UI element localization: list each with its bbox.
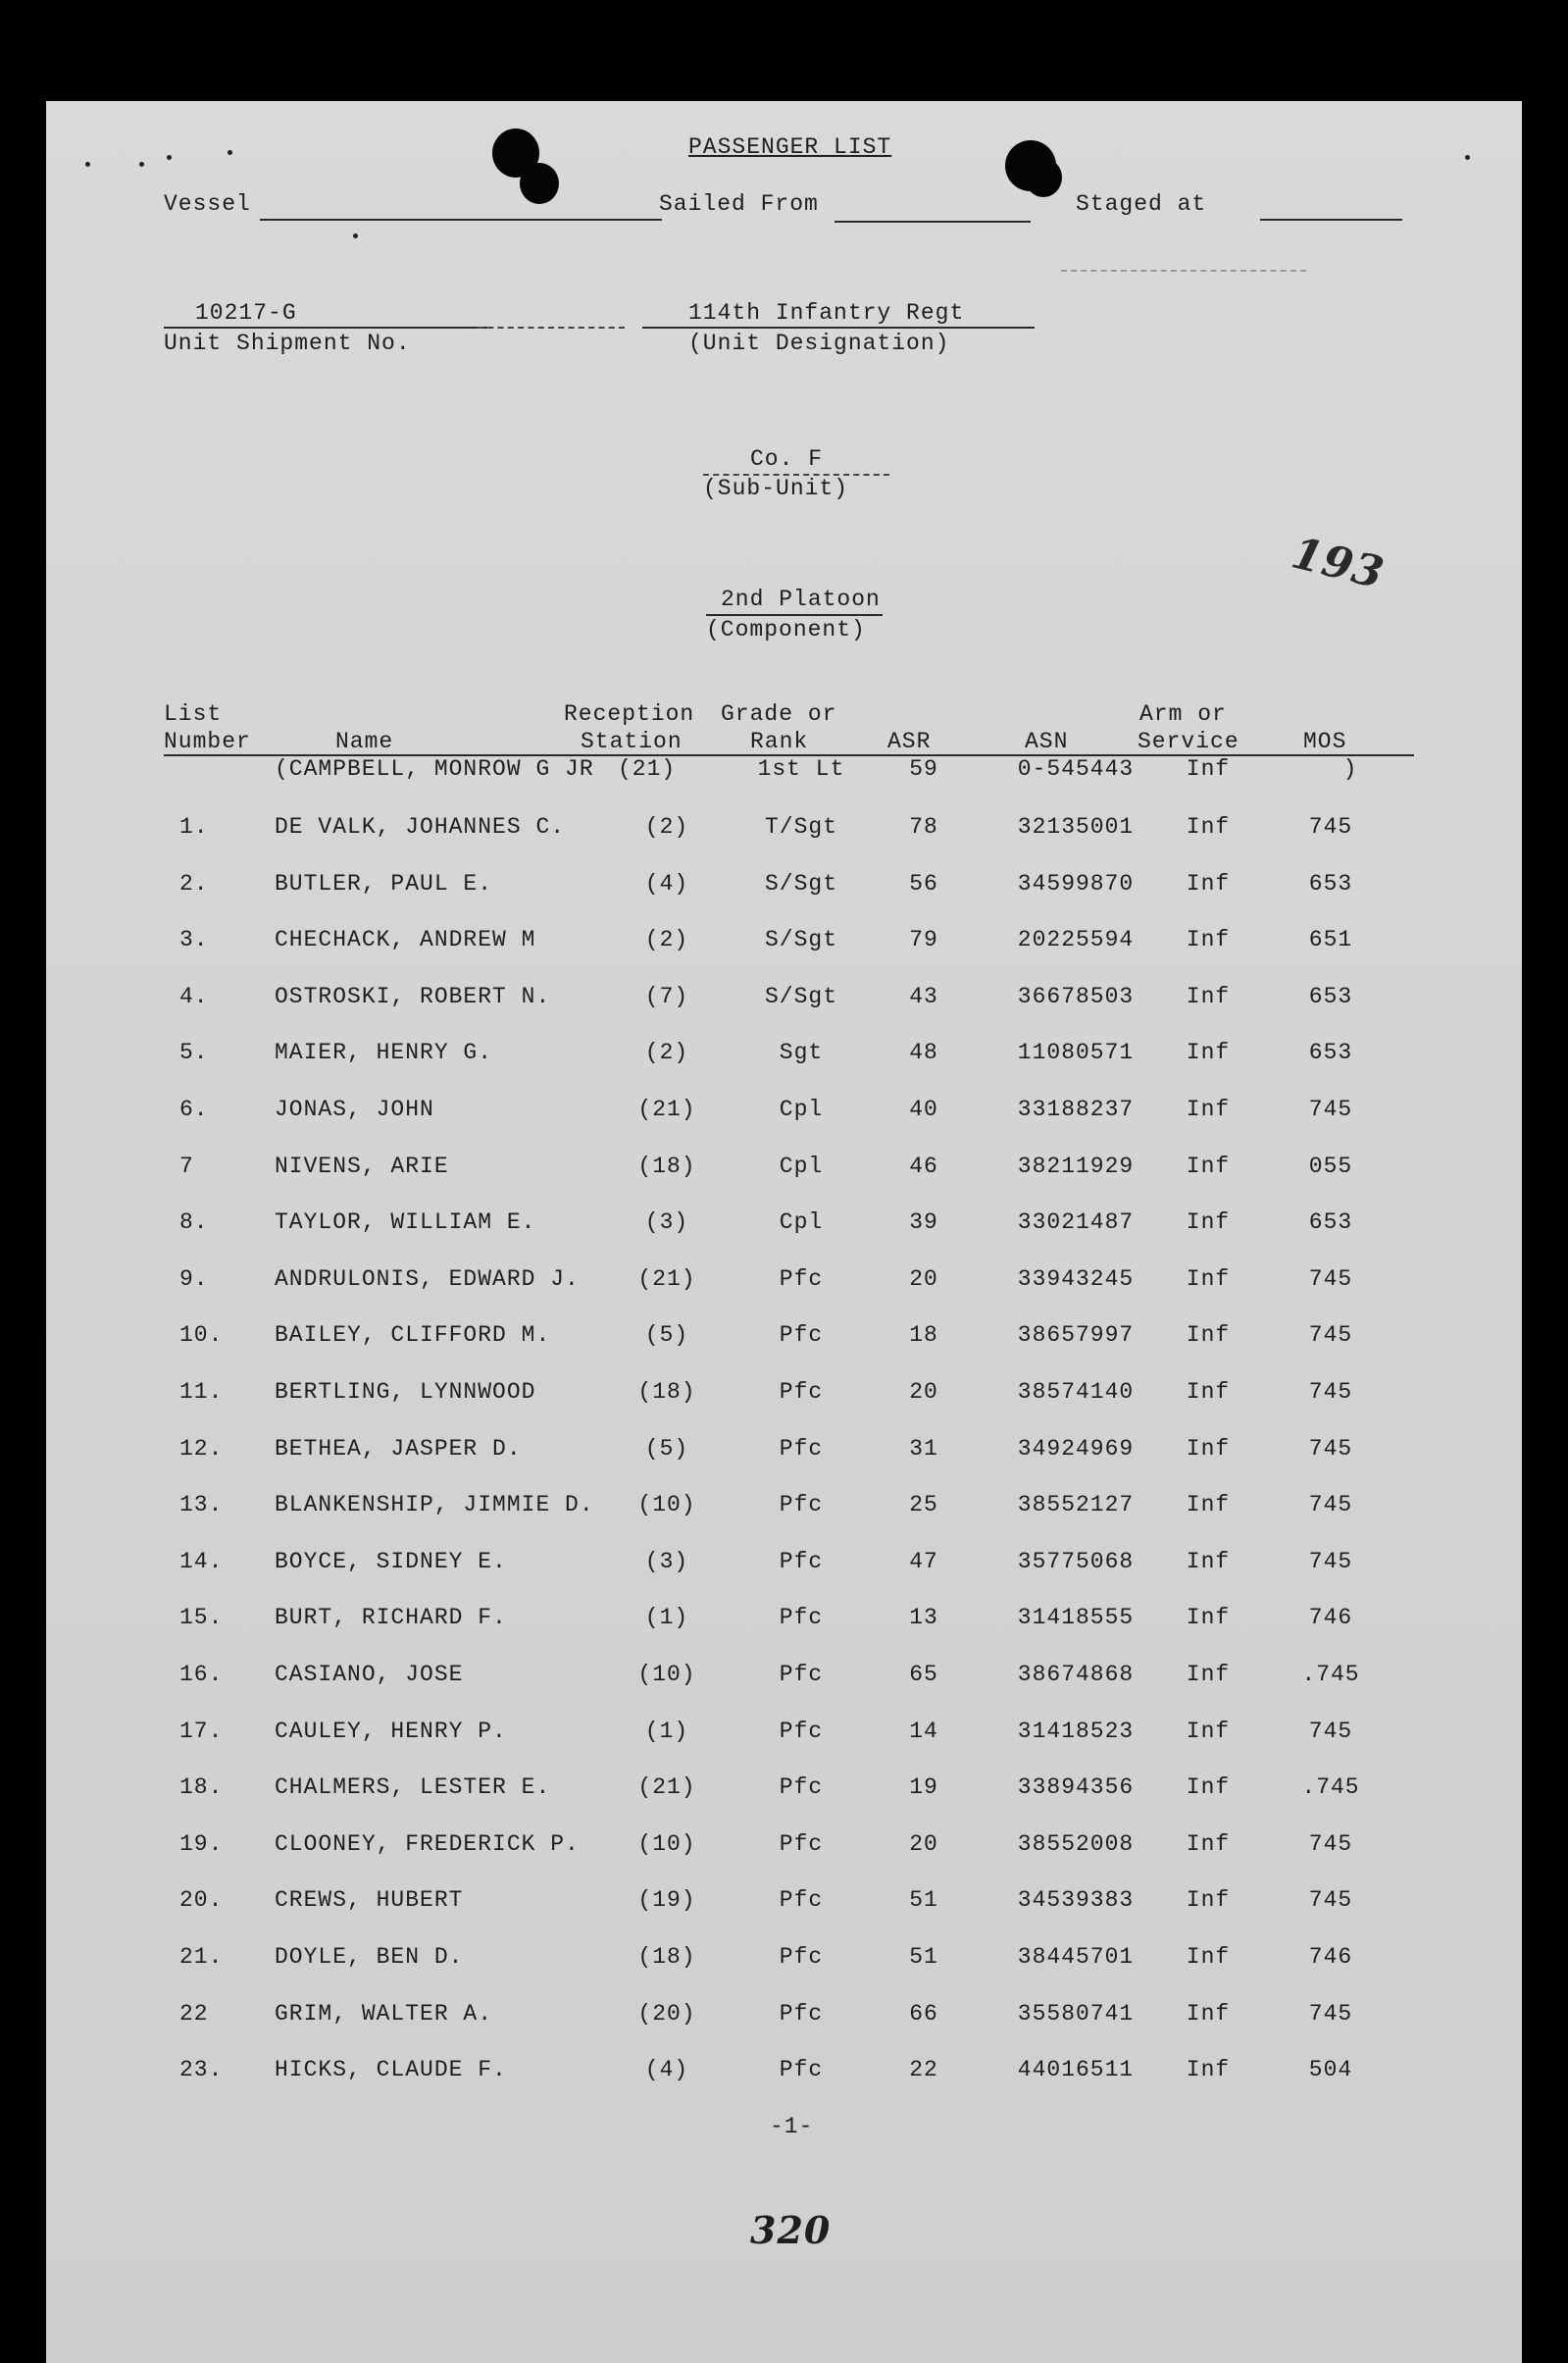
officer-name: (CAMPBELL, MONROW G JR (275, 756, 594, 782)
cell-station: (10) (637, 1662, 696, 1687)
cell-asr: 43 (909, 984, 938, 1009)
component-line (706, 614, 883, 616)
cell-mos: 745 (1308, 1887, 1353, 1913)
cell-rank: S/Sgt (764, 927, 837, 952)
component: 2nd Platoon (721, 587, 881, 612)
cell-name: DOYLE, BEN D. (275, 1944, 464, 1970)
header-mos: MOS (1303, 729, 1347, 754)
cell-station: (19) (637, 1887, 696, 1913)
table-row (46, 871, 1522, 910)
cell-station: (4) (644, 2057, 689, 2082)
officer-asr: 59 (909, 756, 938, 782)
cell-name: BOYCE, SIDNEY E. (275, 1549, 507, 1574)
handwritten-page-number: 193 (1287, 528, 1390, 599)
vessel-field-line (260, 219, 662, 221)
cell-asr: 46 (909, 1154, 938, 1179)
table-row (46, 1719, 1522, 1758)
cell-rank: Pfc (779, 2001, 824, 2027)
cell-station: (18) (637, 1154, 696, 1179)
table-row (46, 1209, 1522, 1249)
cell-mos: 745 (1308, 1436, 1353, 1462)
table-row (46, 1379, 1522, 1418)
cell-station: (10) (637, 1831, 696, 1857)
cell-rank: Sgt (779, 1040, 824, 1065)
cell-mos: 653 (1308, 871, 1353, 897)
speck (353, 233, 358, 238)
punch-hole-left-lower (520, 163, 559, 204)
cell-station: (21) (637, 1774, 696, 1800)
cell-mos: 746 (1308, 1944, 1353, 1970)
cell-asn: 38574140 (1017, 1379, 1135, 1405)
table-row (46, 1097, 1522, 1136)
cell-name: CASIANO, JOSE (275, 1662, 464, 1687)
header-arm-line1: Arm or (1139, 701, 1227, 727)
table-row (46, 1322, 1522, 1361)
cell-mos: 745 (1308, 1379, 1353, 1405)
cell-num: 11. (179, 1379, 224, 1405)
cell-arm: Inf (1186, 2057, 1231, 2082)
cell-asr: 22 (909, 2057, 938, 2082)
cell-num: 7 (179, 1154, 194, 1179)
unit-shipment-line (164, 327, 487, 329)
cell-num: 14. (179, 1549, 224, 1574)
cell-arm: Inf (1186, 927, 1231, 952)
cell-num: 12. (179, 1436, 224, 1462)
cell-asr: 18 (909, 1322, 938, 1348)
cell-arm: Inf (1186, 1719, 1231, 1744)
table-row (46, 1549, 1522, 1588)
cell-num: 23. (179, 2057, 224, 2082)
cell-asr: 13 (909, 1605, 938, 1630)
cell-mos: 745 (1308, 2001, 1353, 2027)
cell-rank: Pfc (779, 1944, 824, 1970)
cell-name: GRIM, WALTER A. (275, 2001, 493, 2027)
cell-asr: 47 (909, 1549, 938, 1574)
cell-rank: T/Sgt (764, 814, 837, 840)
cell-rank: Pfc (779, 1549, 824, 1574)
cell-name: CHECHACK, ANDREW M (275, 927, 536, 952)
cell-name: CLOONEY, FREDERICK P. (275, 1831, 580, 1857)
cell-rank: S/Sgt (764, 871, 837, 897)
cell-num: 3. (179, 927, 209, 952)
cell-name: BUTLER, PAUL E. (275, 871, 493, 897)
cell-num: 22 (179, 2001, 209, 2027)
cell-name: BERTLING, LYNNWOOD (275, 1379, 536, 1405)
cell-name: CHALMERS, LESTER E. (275, 1774, 551, 1800)
unit-shipment-number: 10217-G (195, 300, 297, 326)
table-row (46, 1831, 1522, 1871)
header-reception-station-line2: Station (581, 729, 683, 754)
header-asr: ASR (887, 729, 932, 754)
cell-rank: Pfc (779, 1436, 824, 1462)
vessel-label: Vessel (164, 191, 251, 217)
header-asn: ASN (1025, 729, 1069, 754)
table-row (46, 2057, 1522, 2096)
header-name: Name (335, 729, 394, 754)
cell-asr: 48 (909, 1040, 938, 1065)
cell-num: 17. (179, 1719, 224, 1744)
table-row (46, 814, 1522, 853)
cell-mos: .745 (1301, 1774, 1360, 1800)
cell-station: (21) (637, 1266, 696, 1292)
component-label: (Component) (706, 617, 866, 642)
cell-rank: Pfc (779, 1662, 824, 1687)
cell-asr: 14 (909, 1719, 938, 1744)
officer-asn: 0-545443 (1017, 756, 1135, 782)
cell-mos: 745 (1308, 814, 1353, 840)
table-row (46, 1266, 1522, 1306)
cell-asr: 20 (909, 1379, 938, 1405)
table-row (46, 1436, 1522, 1475)
speck (1465, 155, 1470, 160)
cell-rank: Pfc (779, 1266, 824, 1292)
cell-name: BLANKENSHIP, JIMMIE D. (275, 1492, 594, 1517)
cell-station: (10) (637, 1492, 696, 1517)
speck (85, 162, 90, 167)
cell-rank: Pfc (779, 1831, 824, 1857)
cell-num: 9. (179, 1266, 209, 1292)
cell-mos: 745 (1308, 1322, 1353, 1348)
cell-station: (2) (644, 1040, 689, 1065)
cell-name: CREWS, HUBERT (275, 1887, 464, 1913)
cell-num: 21. (179, 1944, 224, 1970)
officer-arm: Inf (1186, 756, 1231, 782)
cell-rank: Pfc (779, 1887, 824, 1913)
cell-num: 4. (179, 984, 209, 1009)
cell-arm: Inf (1186, 1549, 1231, 1574)
cell-asn: 35580741 (1017, 2001, 1135, 2027)
cell-station: (21) (637, 1097, 696, 1122)
table-row (46, 1154, 1522, 1193)
cell-asn: 36678503 (1017, 984, 1135, 1009)
header-reception-station-line1: Reception (564, 701, 695, 727)
cell-asn: 35775068 (1017, 1549, 1135, 1574)
table-row (46, 1774, 1522, 1814)
cell-asn: 34599870 (1017, 871, 1135, 897)
cell-mos: 746 (1308, 1605, 1353, 1630)
cell-arm: Inf (1186, 1040, 1231, 1065)
cell-station: (1) (644, 1605, 689, 1630)
cell-arm: Inf (1186, 2001, 1231, 2027)
cell-name: HICKS, CLAUDE F. (275, 2057, 507, 2082)
sub-unit: Co. F (750, 446, 824, 472)
cell-num: 13. (179, 1492, 224, 1517)
cell-rank: Pfc (779, 2057, 824, 2082)
cell-asn: 33894356 (1017, 1774, 1135, 1800)
cell-asn: 38445701 (1017, 1944, 1135, 1970)
cell-num: 5. (179, 1040, 209, 1065)
cell-station: (20) (637, 2001, 696, 2027)
cell-asn: 38211929 (1017, 1154, 1135, 1179)
speck (228, 150, 232, 155)
cell-arm: Inf (1186, 1662, 1231, 1687)
cell-arm: Inf (1186, 1774, 1231, 1800)
cell-station: (7) (644, 984, 689, 1009)
cell-asn: 11080571 (1017, 1040, 1135, 1065)
cell-num: 15. (179, 1605, 224, 1630)
cell-name: ANDRULONIS, EDWARD J. (275, 1266, 580, 1292)
cell-station: (2) (644, 927, 689, 952)
cell-asn: 31418555 (1017, 1605, 1135, 1630)
cell-asn: 38552008 (1017, 1831, 1135, 1857)
cell-arm: Inf (1186, 1436, 1231, 1462)
cell-num: 1. (179, 814, 209, 840)
unit-designation-line (642, 327, 1035, 329)
cell-arm: Inf (1186, 814, 1231, 840)
cell-rank: Pfc (779, 1774, 824, 1800)
cell-station: (5) (644, 1322, 689, 1348)
cell-asn: 33188237 (1017, 1097, 1135, 1122)
cell-mos: 745 (1308, 1097, 1353, 1122)
cell-num: 20. (179, 1887, 224, 1913)
cell-rank: Pfc (779, 1322, 824, 1348)
cell-station: (4) (644, 871, 689, 897)
faint-dashes (1061, 270, 1306, 272)
cell-rank: S/Sgt (764, 984, 837, 1009)
cell-rank: Pfc (779, 1379, 824, 1405)
cell-mos: 653 (1308, 1040, 1353, 1065)
unit-designation-label: (Unit Designation) (688, 331, 950, 356)
cell-name: CAULEY, HENRY P. (275, 1719, 507, 1744)
cell-mos: .745 (1301, 1662, 1360, 1687)
cell-arm: Inf (1186, 1831, 1231, 1857)
cell-asr: 66 (909, 2001, 938, 2027)
cell-asr: 56 (909, 871, 938, 897)
cell-mos: 653 (1308, 1209, 1353, 1235)
sailed-from-label: Sailed From (659, 191, 819, 217)
cell-mos: 653 (1308, 984, 1353, 1009)
cell-rank: Cpl (779, 1154, 824, 1179)
cell-asr: 51 (909, 1887, 938, 1913)
cell-name: JONAS, JOHN (275, 1097, 434, 1122)
cell-num: 6. (179, 1097, 209, 1122)
cell-asr: 31 (909, 1436, 938, 1462)
cell-arm: Inf (1186, 1322, 1231, 1348)
cell-name: TAYLOR, WILLIAM E. (275, 1209, 536, 1235)
cell-station: (3) (644, 1209, 689, 1235)
cell-mos: 055 (1308, 1154, 1353, 1179)
page-footer: -1- (770, 2114, 814, 2139)
cell-station: (5) (644, 1436, 689, 1462)
cell-asn: 38552127 (1017, 1492, 1135, 1517)
cell-rank: Pfc (779, 1605, 824, 1630)
handwritten-footer-number: 320 (750, 2208, 832, 2252)
cell-asr: 65 (909, 1662, 938, 1687)
cell-arm: Inf (1186, 1492, 1231, 1517)
speck (167, 155, 172, 160)
cell-rank: Pfc (779, 1492, 824, 1517)
cell-arm: Inf (1186, 1154, 1231, 1179)
cell-asr: 79 (909, 927, 938, 952)
table-row (46, 1944, 1522, 1983)
cell-arm: Inf (1186, 1097, 1231, 1122)
cell-station: (2) (644, 814, 689, 840)
cell-station: (18) (637, 1379, 696, 1405)
cell-mos: 745 (1308, 1549, 1353, 1574)
cell-arm: Inf (1186, 1379, 1231, 1405)
cell-asn: 33943245 (1017, 1266, 1135, 1292)
header-grade-line2: Rank (750, 729, 809, 754)
speck (139, 162, 144, 167)
cell-num: 8. (179, 1209, 209, 1235)
cell-num: 18. (179, 1774, 224, 1800)
header-list-number-line1: List (164, 701, 223, 727)
cell-name: DE VALK, JOHANNES C. (275, 814, 566, 840)
cell-asn: 38674868 (1017, 1662, 1135, 1687)
cell-name: OSTROSKI, ROBERT N. (275, 984, 551, 1009)
table-row (46, 1040, 1522, 1079)
cell-num: 19. (179, 1831, 224, 1857)
officer-row (46, 756, 1522, 796)
cell-rank: Cpl (779, 1209, 824, 1235)
cell-asr: 25 (909, 1492, 938, 1517)
cell-name: NIVENS, ARIE (275, 1154, 449, 1179)
cell-mos: 745 (1308, 1266, 1353, 1292)
header-grade-line1: Grade or (721, 701, 837, 727)
cell-name: BAILEY, CLIFFORD M. (275, 1322, 551, 1348)
cell-rank: Cpl (779, 1097, 824, 1122)
cell-asn: 38657997 (1017, 1322, 1135, 1348)
cell-asr: 78 (909, 814, 938, 840)
table-row (46, 1662, 1522, 1701)
cell-num: 2. (179, 871, 209, 897)
cell-asr: 20 (909, 1831, 938, 1857)
table-row (46, 2001, 1522, 2040)
cell-arm: Inf (1186, 1887, 1231, 1913)
officer-station: (21) (618, 756, 677, 782)
table-row (46, 984, 1522, 1023)
cell-arm: Inf (1186, 984, 1231, 1009)
cell-name: BETHEA, JASPER D. (275, 1436, 522, 1462)
staged-at-field-line (1260, 219, 1402, 221)
punch-hole-right-lower (1025, 158, 1062, 197)
cell-station: (1) (644, 1719, 689, 1744)
officer-rank: 1st Lt (757, 756, 845, 782)
cell-asr: 39 (909, 1209, 938, 1235)
sub-unit-label: (Sub-Unit) (703, 476, 849, 501)
cell-arm: Inf (1186, 1605, 1231, 1630)
cell-num: 16. (179, 1662, 224, 1687)
unit-shipment-label: Unit Shipment No. (164, 331, 411, 356)
cell-asn: 31418523 (1017, 1719, 1135, 1744)
officer-mos: ) (1342, 756, 1358, 782)
cell-name: MAIER, HENRY G. (275, 1040, 493, 1065)
cell-arm: Inf (1186, 1944, 1231, 1970)
cell-arm: Inf (1186, 1266, 1231, 1292)
cell-station: (3) (644, 1549, 689, 1574)
cell-asn: 20225594 (1017, 927, 1135, 952)
cell-mos: 651 (1308, 927, 1353, 952)
cell-asr: 51 (909, 1944, 938, 1970)
table-row (46, 1492, 1522, 1531)
document-title: PASSENGER LIST (688, 134, 892, 160)
cell-asn: 33021487 (1017, 1209, 1135, 1235)
cell-mos: 745 (1308, 1492, 1353, 1517)
table-row (46, 927, 1522, 966)
header-list-number-line2: Number (164, 729, 251, 754)
table-row (46, 1605, 1522, 1644)
cell-mos: 745 (1308, 1831, 1353, 1857)
cell-arm: Inf (1186, 871, 1231, 897)
sailed-from-field-line (835, 221, 1031, 223)
cell-asn: 34924969 (1017, 1436, 1135, 1462)
cell-name: BURT, RICHARD F. (275, 1605, 507, 1630)
staged-at-label: Staged at (1076, 191, 1207, 217)
cell-asr: 20 (909, 1266, 938, 1292)
cell-asn: 32135001 (1017, 814, 1135, 840)
cell-mos: 504 (1308, 2057, 1353, 2082)
document-page (46, 101, 1522, 2363)
cell-num: 10. (179, 1322, 224, 1348)
cell-asr: 19 (909, 1774, 938, 1800)
cell-asr: 40 (909, 1097, 938, 1122)
header-arm-line2: Service (1138, 729, 1239, 754)
unit-designation: 114th Infantry Regt (688, 300, 965, 326)
cell-rank: Pfc (779, 1719, 824, 1744)
table-row (46, 1887, 1522, 1926)
cell-asn: 44016511 (1017, 2057, 1135, 2082)
unit-separator-dashes (478, 327, 625, 329)
cell-station: (18) (637, 1944, 696, 1970)
cell-arm: Inf (1186, 1209, 1231, 1235)
cell-asn: 34539383 (1017, 1887, 1135, 1913)
cell-mos: 745 (1308, 1719, 1353, 1744)
